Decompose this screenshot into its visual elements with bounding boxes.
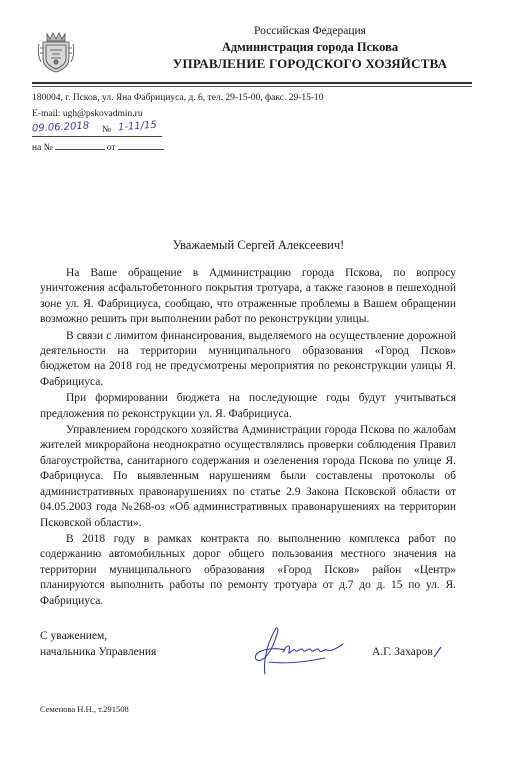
- closing-block: [40, 628, 156, 660]
- registration-date: 09.06.2018: [31, 120, 90, 135]
- reference-prefix: на №: [32, 143, 53, 153]
- department-name: УПРАВЛЕНИЕ ГОРОДСКОГО ХОЗЯЙСТВА: [172, 56, 448, 71]
- executor-note: Семенова Н.Н., т.291508: [40, 704, 129, 714]
- handwritten-signature-icon: [245, 622, 355, 680]
- email-address: E-mail: ugh@pskovadmin.ru: [32, 109, 143, 119]
- postal-address: 180004, г. Псков, ул. Яна Фабрициуса, д. 6, тел. 29-15-00, факс. 29-15-10: [32, 93, 324, 103]
- administration-name: Администрация города Пскова: [221, 40, 399, 54]
- signer-name: А.Г. Захаров: [372, 646, 433, 658]
- closing-regards: С уважением,: [40, 630, 108, 642]
- registration-underline: [32, 136, 162, 137]
- reference-number-blank: [55, 141, 105, 150]
- body-paragraph: При формировании бюджета на последующие годы будут учитываться предложения по реконструкции ул. Я. Фабрициуса.: [40, 392, 456, 420]
- letterhead: [120, 24, 500, 72]
- country-name: Российская Федерация: [254, 25, 366, 37]
- closing-title: начальника Управления: [40, 646, 157, 658]
- salutation: Уважаемый Сергей Алексеевич!: [172, 238, 345, 252]
- body-paragraph: Управлением городского хозяйства Администрации города Пскова по жалобам жителей микрорайона неоднократно осуществлялись проверки соблюдения Правил благоустройства, санитарного содержания и озеленения города Пскова по улице Я. Фабрициуса. По выявленным нарушениям были составлены протоколы об административных правонарушениях по статье 2.9 Закона Псковской области от 04.05.2003 года №268-оз «Об административных правонарушениях на территории Псковской области».: [40, 424, 456, 529]
- header-rule-thick: [32, 82, 472, 84]
- pskov-coat-of-arms-icon: [37, 30, 75, 74]
- body-paragraph: На Ваше обращение в Администрацию города Пскова, по вопросу уничтожения асфальтобетонного покрытия тротуара, а также газонов в пешеходной зоне ул. Я. Фабрициуса, сообщаю, что отраженные проблемы в Вашем обращении возможно решить при выполнении работ по реконструкции улицы.: [40, 267, 456, 326]
- registration-number-label: №: [102, 125, 112, 135]
- reference-from-label: от: [106, 143, 116, 153]
- registration-number: 1-11/15: [117, 119, 158, 134]
- registration-line: [31, 119, 202, 138]
- check-mark-icon: [433, 646, 443, 658]
- body-paragraph: В связи с лимитом финансирования, выделяемого на осуществление дорожной деятельности на территории муниципального образования «Город Псков» бюджетом на 2018 год не предусмотрены мероприятия по реконструкции улицы Я. Фабрициуса.: [40, 329, 456, 388]
- body-paragraph: В 2018 году в рамках контракта по выполнению комплекса работ по содержанию автомобильных дорог общего пользования местного значения на территории муниципального образования «Город Псков» район «Центр» планируются выполнить работы по ремонту тротуара от д.7 до д. 15 по ул. Я. Фабрициуса.: [40, 532, 456, 607]
- reference-date-blank: [118, 141, 164, 150]
- reference-line: [32, 141, 164, 153]
- header-rule-thin: [32, 86, 472, 87]
- letter-body: [40, 266, 456, 610]
